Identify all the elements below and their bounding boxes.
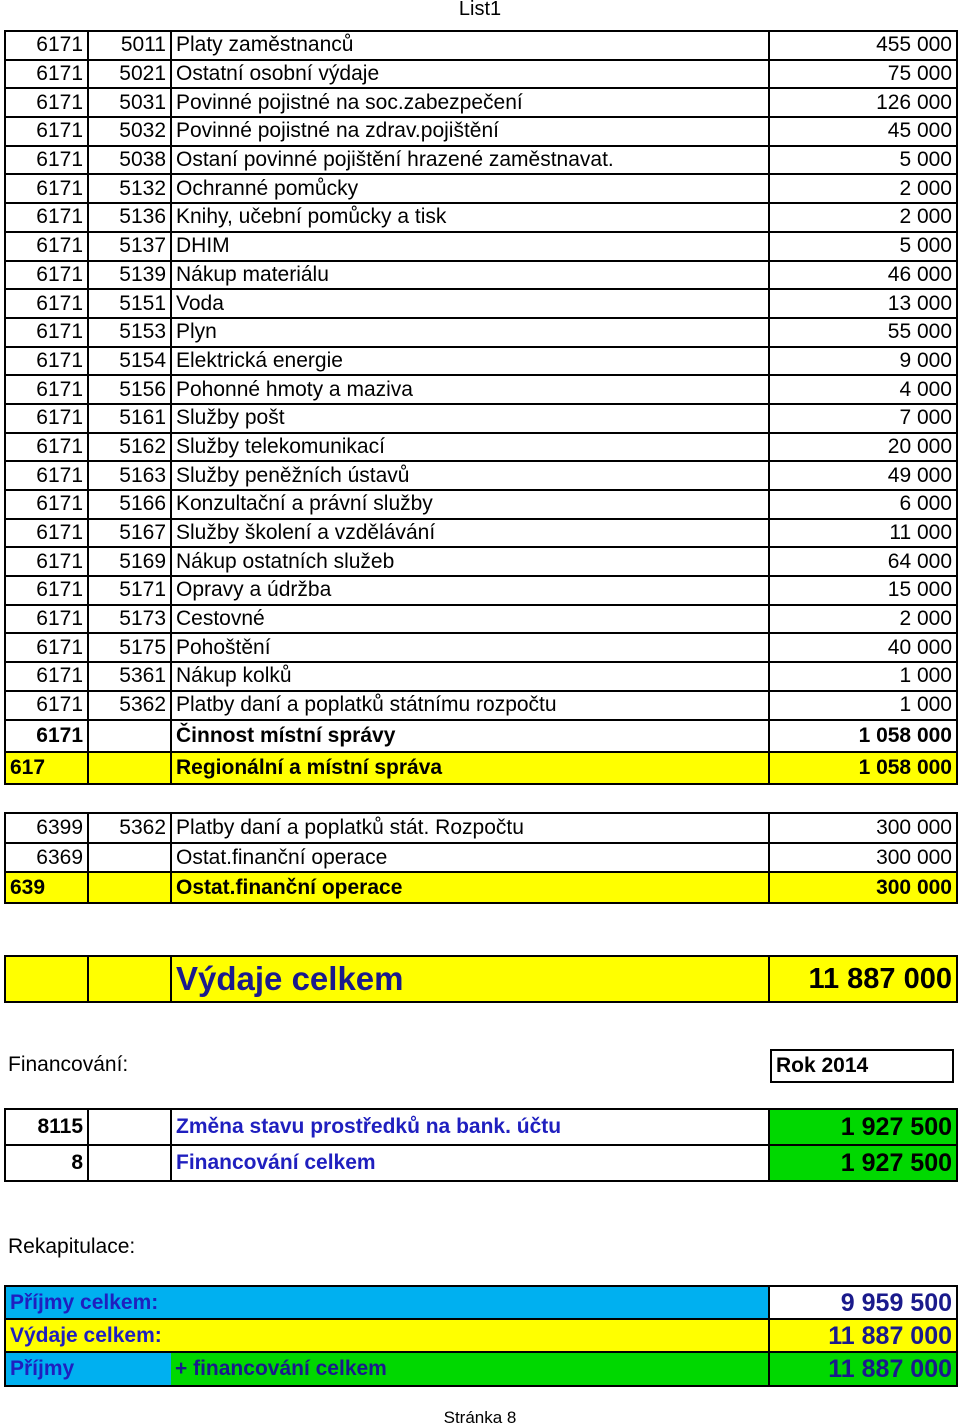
row-pol <box>88 843 171 872</box>
subtotal-617-amount: 1 058 000 <box>769 752 957 784</box>
table-row <box>5 433 957 462</box>
table-row <box>5 232 957 261</box>
table-row <box>5 605 957 634</box>
financing-total-code: 8 <box>5 1145 88 1181</box>
row-pol: 5136 <box>88 203 171 232</box>
row-amount: 20 000 <box>769 433 957 462</box>
row-name: Opravy a údržba <box>171 576 769 605</box>
financing-total-row <box>5 1145 957 1181</box>
row-pol: 5154 <box>88 347 171 376</box>
row-pol: 5361 <box>88 662 171 691</box>
row-pol: 5021 <box>88 60 171 89</box>
subtotal-amount: 1 058 000 <box>769 720 957 752</box>
row-name: Cestovné <box>171 605 769 634</box>
row-pol: 5011 <box>88 31 171 60</box>
sheet-title: List1 <box>458 0 502 20</box>
row-par: 6171 <box>5 662 88 691</box>
row-pol: 5173 <box>88 605 171 634</box>
table-row <box>5 633 957 662</box>
row-name: Povinné pojistné na soc.zabezpečení <box>171 88 769 117</box>
row-name: Pohonné hmoty a maziva <box>171 375 769 404</box>
table-row <box>5 31 957 60</box>
subtotal-par: 6171 <box>5 720 88 752</box>
row-amount: 1 000 <box>769 691 957 720</box>
row-pol: 5162 <box>88 433 171 462</box>
table-row <box>5 461 957 490</box>
row-par: 6171 <box>5 691 88 720</box>
row-pol: 5151 <box>88 289 171 318</box>
expense-table-639 <box>4 812 958 904</box>
financing-total-pol <box>88 1145 171 1181</box>
total-expenses-row <box>5 956 957 1002</box>
table-row <box>5 347 957 376</box>
subtotal-617-name: Regionální a místní správa <box>171 752 769 784</box>
row-amount: 300 000 <box>769 813 957 843</box>
row-name: Nákup ostatních služeb <box>171 547 769 576</box>
row-par: 6171 <box>5 347 88 376</box>
table-row <box>5 519 957 548</box>
row-amount: 75 000 <box>769 60 957 89</box>
total-expenses-amount: 11 887 000 <box>769 956 957 1002</box>
row-par: 6171 <box>5 232 88 261</box>
row-pol: 5038 <box>88 146 171 175</box>
row-name: Služby pošt <box>171 404 769 433</box>
row-par: 6171 <box>5 289 88 318</box>
row-par: 6171 <box>5 461 88 490</box>
row-pol: 5032 <box>88 117 171 146</box>
row-pol: 5163 <box>88 461 171 490</box>
row-amount: 7 000 <box>769 404 957 433</box>
subtotal-row-617 <box>5 752 957 784</box>
financing-label: Financování: <box>8 1053 129 1076</box>
table-row <box>5 691 957 720</box>
subtotal-639-pol <box>88 872 171 903</box>
row-par: 6171 <box>5 174 88 203</box>
row-pol: 5137 <box>88 232 171 261</box>
row-par: 6171 <box>5 375 88 404</box>
total-empty-1 <box>5 956 88 1002</box>
row-amount: 11 000 <box>769 519 957 548</box>
row-amount: 455 000 <box>769 31 957 60</box>
row-pol: 5156 <box>88 375 171 404</box>
row-name: Knihy, učební pomůcky a tisk <box>171 203 769 232</box>
row-par: 6171 <box>5 519 88 548</box>
recap-expenses-row <box>5 1319 957 1352</box>
row-pol: 5171 <box>88 576 171 605</box>
table-row <box>5 146 957 175</box>
recap-income-label: Příjmy celkem: <box>5 1286 769 1319</box>
subtotal-name: Činnost místní správy <box>171 720 769 752</box>
row-amount: 2 000 <box>769 174 957 203</box>
table-row <box>5 662 957 691</box>
row-pol: 5169 <box>88 547 171 576</box>
row-name: Ostat.finanční operace <box>171 843 769 872</box>
recap-income-fin-label1: Příjmy <box>5 1352 171 1386</box>
page-footer: Stránka 8 <box>443 1408 517 1427</box>
row-par: 6369 <box>5 843 88 872</box>
row-name: Platby daní a poplatků státnímu rozpočtu <box>171 691 769 720</box>
recap-expenses-label: Výdaje celkem: <box>5 1319 769 1352</box>
row-name: Nákup kolků <box>171 662 769 691</box>
row-par: 6171 <box>5 146 88 175</box>
subtotal-617-pol <box>88 752 171 784</box>
row-name: Ostatní osobní výdaje <box>171 60 769 89</box>
row-amount: 9 000 <box>769 347 957 376</box>
table-row <box>5 117 957 146</box>
row-name: Služby školení a vzdělávání <box>171 519 769 548</box>
table-row <box>5 813 957 843</box>
row-pol: 5031 <box>88 88 171 117</box>
row-name: Ochranné pomůcky <box>171 174 769 203</box>
financing-pol <box>88 1109 171 1145</box>
table-row <box>5 261 957 290</box>
row-par: 6171 <box>5 203 88 232</box>
table-row <box>5 490 957 519</box>
row-pol: 5153 <box>88 318 171 347</box>
expense-table-6171 <box>4 30 958 785</box>
row-amount: 5 000 <box>769 146 957 175</box>
row-par: 6171 <box>5 117 88 146</box>
row-amount: 2 000 <box>769 203 957 232</box>
financing-name: Změna stavu prostředků na bank. účtu <box>171 1109 769 1145</box>
table-row <box>5 289 957 318</box>
table-row <box>5 88 957 117</box>
recap-income-fin-label2: + financování celkem <box>171 1352 769 1386</box>
table-row <box>5 843 957 872</box>
row-name: Povinné pojistné na zdrav.pojištění <box>171 117 769 146</box>
row-par: 6171 <box>5 433 88 462</box>
row-amount: 45 000 <box>769 117 957 146</box>
row-amount: 2 000 <box>769 605 957 634</box>
subtotal-639-par: 639 <box>5 872 88 903</box>
subtotal-pol <box>88 720 171 752</box>
subtotal-row-6171 <box>5 720 957 752</box>
total-expenses-table <box>4 955 958 1003</box>
row-amount: 49 000 <box>769 461 957 490</box>
row-par: 6171 <box>5 547 88 576</box>
table-row <box>5 318 957 347</box>
row-amount: 5 000 <box>769 232 957 261</box>
row-name: Nákup materiálu <box>171 261 769 290</box>
row-par: 6171 <box>5 576 88 605</box>
row-par: 6171 <box>5 633 88 662</box>
row-name: Pohoštění <box>171 633 769 662</box>
row-name: Služby peněžních ústavů <box>171 461 769 490</box>
financing-code: 8115 <box>5 1109 88 1145</box>
row-par: 6171 <box>5 490 88 519</box>
row-par: 6171 <box>5 605 88 634</box>
row-name: Elektrická energie <box>171 347 769 376</box>
row-amount: 55 000 <box>769 318 957 347</box>
row-name: DHIM <box>171 232 769 261</box>
table-row <box>5 404 957 433</box>
total-empty-2 <box>88 956 171 1002</box>
year-box: Rok 2014 <box>770 1049 954 1083</box>
row-name: Konzultační a právní služby <box>171 490 769 519</box>
row-amount: 300 000 <box>769 843 957 872</box>
row-name: Plyn <box>171 318 769 347</box>
table-row <box>5 203 957 232</box>
table-row <box>5 60 957 89</box>
row-pol: 5161 <box>88 404 171 433</box>
row-amount: 64 000 <box>769 547 957 576</box>
row-pol: 5139 <box>88 261 171 290</box>
row-name: Služby telekomunikací <box>171 433 769 462</box>
subtotal-639-amount: 300 000 <box>769 872 957 903</box>
row-par: 6171 <box>5 404 88 433</box>
total-expenses-label: Výdaje celkem <box>171 956 769 1002</box>
recap-income-amount: 9 959 500 <box>769 1286 957 1319</box>
recap-income-fin-amount: 11 887 000 <box>769 1352 957 1386</box>
row-amount: 46 000 <box>769 261 957 290</box>
row-name: Platby daní a poplatků stát. Rozpočtu <box>171 813 769 843</box>
financing-table <box>4 1108 958 1182</box>
row-pol: 5362 <box>88 813 171 843</box>
row-par: 6171 <box>5 318 88 347</box>
subtotal-639-name: Ostat.finanční operace <box>171 872 769 903</box>
table-row <box>5 547 957 576</box>
table-row <box>5 576 957 605</box>
row-pol: 5167 <box>88 519 171 548</box>
row-par: 6171 <box>5 60 88 89</box>
row-pol: 5166 <box>88 490 171 519</box>
recap-income-fin-row <box>5 1352 957 1386</box>
row-amount: 6 000 <box>769 490 957 519</box>
recap-label: Rekapitulace: <box>8 1235 136 1258</box>
recap-income-row <box>5 1286 957 1319</box>
row-amount: 1 000 <box>769 662 957 691</box>
row-par: 6171 <box>5 261 88 290</box>
row-pol: 5175 <box>88 633 171 662</box>
financing-total-amount: 1 927 500 <box>769 1145 957 1181</box>
subtotal-row-639 <box>5 872 957 903</box>
row-name: Ostaní povinné pojištění hrazené zaměstnavat. <box>171 146 769 175</box>
row-amount: 13 000 <box>769 289 957 318</box>
recap-expenses-amount: 11 887 000 <box>769 1319 957 1352</box>
row-par: 6171 <box>5 88 88 117</box>
row-amount: 126 000 <box>769 88 957 117</box>
recap-table <box>4 1285 958 1387</box>
table-row <box>5 375 957 404</box>
subtotal-617-par: 617 <box>5 752 88 784</box>
financing-amount: 1 927 500 <box>769 1109 957 1145</box>
row-pol: 5132 <box>88 174 171 203</box>
row-name: Voda <box>171 289 769 318</box>
row-par: 6171 <box>5 31 88 60</box>
row-amount: 40 000 <box>769 633 957 662</box>
row-amount: 15 000 <box>769 576 957 605</box>
table-row <box>5 174 957 203</box>
financing-total-name: Financování celkem <box>171 1145 769 1181</box>
financing-row <box>5 1109 957 1145</box>
row-name: Platy zaměstnanců <box>171 31 769 60</box>
row-pol: 5362 <box>88 691 171 720</box>
row-par: 6399 <box>5 813 88 843</box>
row-amount: 4 000 <box>769 375 957 404</box>
